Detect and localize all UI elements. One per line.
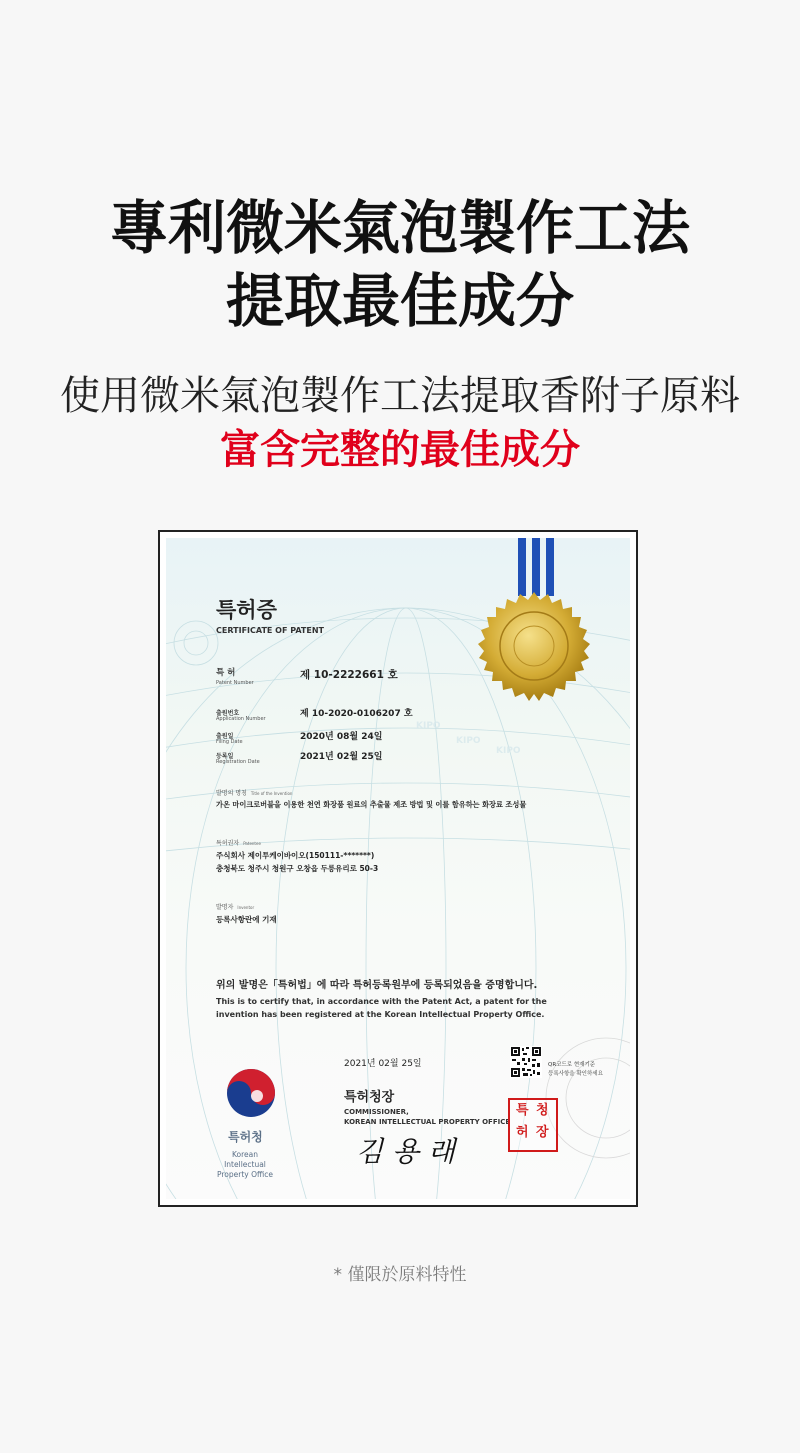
filing-date: 2020년 08월 24일 — [300, 732, 383, 742]
declaration-english-line-1: This is to certify that, in accordance with the Patent Act, a patent for the — [216, 997, 547, 1006]
declaration-english-line-2: invention has been registered at the Korean Intellectual Property Office. — [216, 1010, 545, 1019]
kipo-name: 특허청 — [228, 1130, 263, 1144]
watermark-text: KIPO — [416, 721, 441, 731]
stamp-char: 장 — [536, 1125, 549, 1140]
patentee-address: 충청북도 청주시 청원구 오창읍 두릉유리로 50-3 — [216, 864, 379, 873]
stamp-char: 청 — [536, 1103, 549, 1118]
application-number-label-en: Application Number — [216, 716, 266, 722]
watermark-text: KIPO — [496, 746, 521, 756]
patent-number-label: 특 허 — [216, 668, 236, 678]
registration-date: 2021년 02월 25일 — [300, 752, 383, 762]
patent-certificate-frame — [158, 530, 638, 1207]
registration-date-label: 등록일 — [216, 753, 234, 760]
patent-certificate — [166, 538, 630, 1199]
qr-code-icon — [510, 1046, 542, 1078]
headline-line-1: 專利微米氣泡製作工法 — [109, 194, 690, 262]
application-number-label: 출원번호 — [216, 710, 240, 717]
certificate-title: 특허증 — [216, 598, 277, 622]
commissioner-en-line-1: COMMISSIONER, — [344, 1108, 409, 1116]
stamp-char: 허 — [516, 1125, 529, 1140]
issue-date: 2021년 02월 25일 — [344, 1059, 422, 1069]
commissioner-title: 특허청장 — [344, 1090, 395, 1105]
application-number: 제 10-2020-0106207 호 — [300, 709, 413, 719]
patent-number-label-en: Patent Number — [216, 680, 254, 686]
inventor-label-ko: 발명자 — [216, 904, 234, 911]
registration-date-label-en: Registration Date — [216, 759, 260, 765]
invention-title-label-ko: 발명의 명칭 — [216, 790, 247, 797]
qr-note-line-1: QR코드로 현재기준 — [548, 1062, 596, 1068]
qr-note-line-2: 등록사항을 확인하세요 — [548, 1071, 603, 1077]
patentee-label-en: Patentee — [243, 841, 261, 846]
inventor-label — [216, 902, 254, 911]
commissioner-signature: 김 용 래 — [356, 1135, 455, 1168]
official-seal-stamp — [508, 1098, 558, 1152]
invention-title: 가온 마이크로버블을 이용한 천연 화장품 원료의 추출물 제조 방법 및 이를 함유하는 화장료 조성물 — [216, 800, 527, 809]
invention-title-label — [216, 788, 292, 797]
subheadline-line-1: 使用微米氣泡製作工法提取香附子原料 — [60, 373, 740, 419]
filing-date-label-en: Filing Date — [216, 739, 243, 745]
filing-date-label: 출원일 — [216, 733, 234, 740]
patentee-label-ko: 특허권자 — [216, 840, 240, 847]
kipo-name-english: Korean Intellectual Property Office — [216, 1150, 273, 1179]
invention-title-label-en: Title of the Invention — [250, 791, 293, 796]
subheadline-highlight: 富含完整的最佳成分 — [220, 427, 580, 473]
patentee-label — [216, 838, 261, 847]
headline-line-2: 提取最佳成分 — [225, 267, 574, 335]
inventor-label-en: Inventor — [237, 905, 255, 910]
certificate-subtitle: CERTIFICATE OF PATENT — [216, 626, 324, 635]
kipo-taegeuk-logo-icon — [224, 1066, 278, 1120]
ribbon-icon — [518, 538, 554, 598]
patent-number: 제 10-2222661 호 — [300, 669, 398, 681]
watermark-text: KIPO — [456, 736, 481, 746]
declaration-korean: 위의 발명은「특허법」에 따라 특허등록원부에 등록되었음을 증명합니다. — [216, 980, 538, 991]
commissioner-en-line-2: KOREAN INTELLECTUAL PROPERTY OFFICE — [344, 1118, 511, 1126]
gold-seal-icon — [478, 590, 590, 702]
patentee-name: 주식회사 제이투케이바이오(150111-*******) — [216, 851, 375, 860]
inventor: 등록사항란에 기재 — [216, 915, 277, 924]
footnote: * 僅限於原料特性 — [333, 1265, 467, 1285]
stamp-char: 특 — [516, 1103, 529, 1118]
